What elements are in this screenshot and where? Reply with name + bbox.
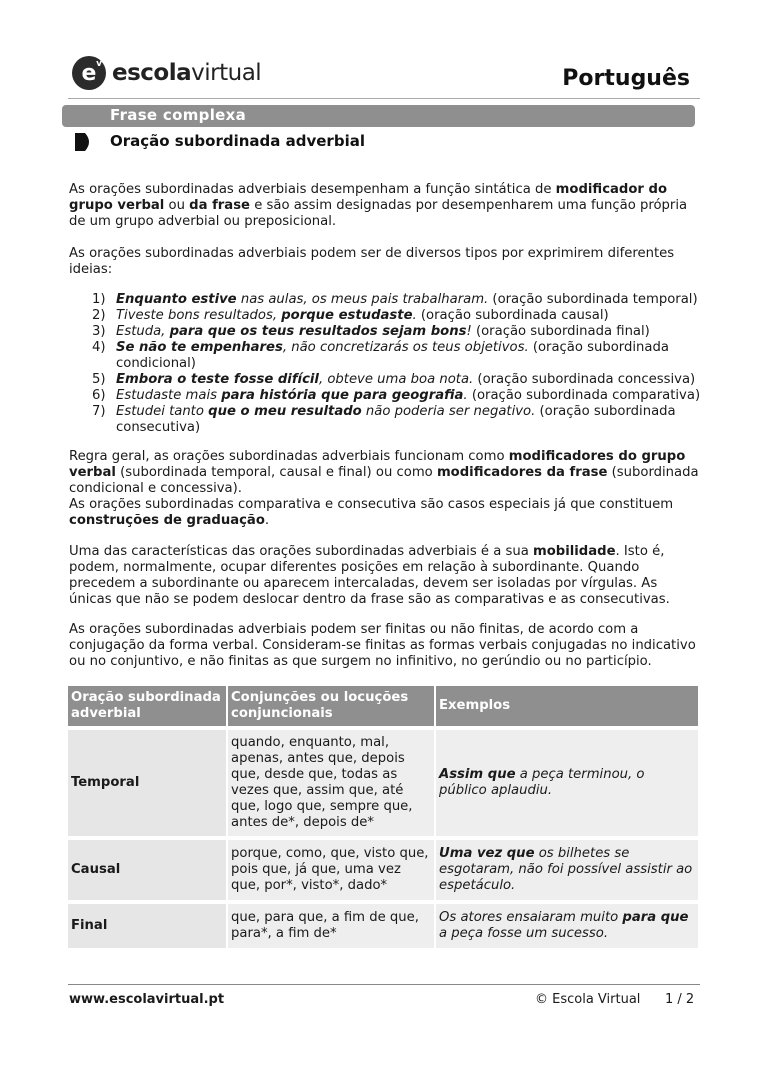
arrow-right-icon	[73, 131, 95, 153]
list-item: 6) Estudaste mais para história que para geografia. (oração subordinada comparativa)	[92, 388, 701, 403]
section-subtitle: Oração subordinada adverbial	[110, 132, 365, 150]
example-cell: Uma vez que os bilhetes se esgotaram, não foi possível assistir ao espetáculo.	[436, 840, 698, 900]
example-cell: Assim que a peça terminou, o público aplaudiu.	[436, 730, 698, 836]
footer-url[interactable]: www.escolavirtual.pt	[69, 992, 225, 1007]
table-row	[68, 904, 698, 948]
conjunctions-cell: quando, enquanto, mal, apenas, antes que, depois que, desde que, todas as vezes que, assim que, até que, logo que, sempre que, antes de*, depois de*	[228, 730, 434, 836]
row-label: Final	[68, 904, 226, 948]
finite-paragraph: As orações subordinadas adverbiais podem ser finitas ou não finitas, de acordo com a conjugação da forma verbal. Consideram-se finitas as formas verbais conjugadas no indicativo ou no conjuntivo, e não finitas as que surgem no infinitivo, no gerúndio ou no particípio.	[69, 622, 696, 669]
list-item: 1) Enquanto estive nas aulas, os meus pais trabalharam. (oração subordinada temporal)	[92, 292, 698, 307]
mobility-paragraph: Uma das características das orações subordinadas adverbiais é a sua mobilidade. Isto é, podem, normalmente, ocupar diferentes posições em relação à subordinante. Quando precedem a subordinante ou aparecem intercaladas, devem ser isoladas por vírgulas. As únicas que não se podem deslocar dentro da frase são as comparativas e as consecutivas.	[69, 544, 670, 607]
conjunctions-cell: porque, como, que, visto que, pois que, já que, uma vez que, por*, visto*, dado*	[228, 840, 434, 900]
logo-mark-icon: e $^v$	[72, 56, 106, 90]
logo	[72, 56, 261, 90]
page-number: 1 / 2	[665, 992, 695, 1007]
list-item: 7) Estudei tanto que o meu resultado não poderia ser negativo. (oração subordinada consecutiva)	[92, 404, 676, 435]
subject-title: Português	[562, 66, 690, 91]
table-row	[68, 840, 698, 900]
conjunctions-cell: que, para que, a fim de que, para*, a fim de*	[228, 904, 434, 948]
example-cell: Os atores ensaiaram muito para que a peça fosse um sucesso.	[436, 904, 698, 948]
footer-divider	[68, 984, 700, 985]
conjunctions-table	[66, 686, 700, 948]
list-item: 4) Se não te empenhares, não concretizarás os teus objetivos. (oração subordinada condicional)	[92, 340, 669, 371]
table-header-row	[68, 686, 698, 726]
row-label: Causal	[68, 840, 226, 900]
logo-text: escolavirtual	[112, 60, 262, 86]
header-divider	[68, 98, 700, 99]
table-header: Oração subordinada adverbial	[68, 686, 226, 726]
list-item: 5) Embora o teste fosse difícil, obteve uma boa nota. (oração subordinada concessiva)	[92, 372, 696, 387]
list-item: 3) Estuda, para que os teus resultados sejam bons! (oração subordinada final)	[92, 324, 650, 339]
row-label: Temporal	[68, 730, 226, 836]
table-row	[68, 730, 698, 836]
footer-copyright: © Escola Virtual	[535, 992, 641, 1007]
types-paragraph: As orações subordinadas adverbiais podem ser de diversos tipos por exprimirem diferentes ideias:	[69, 246, 675, 277]
section-title: Frase complexa	[110, 106, 247, 124]
table-header: Exemplos	[436, 686, 698, 726]
table-header: Conjunções ou locuções conjuncionais	[228, 686, 434, 726]
intro-paragraph: As orações subordinadas adverbiais desempenham a função sintática de modificador do grupo verbal ou da frase e são assim designadas por desempenharem uma função própria de um grupo adverbial ou preposicional.	[69, 182, 688, 229]
list-item: 2) Tiveste bons resultados, porque estudaste. (oração subordinada causal)	[92, 308, 609, 323]
general-rule-paragraph: Regra geral, as orações subordinadas adverbiais funcionam como modificadores do grupo verbal (subordinada temporal, causal e final) ou como modificadores da frase (subordinada condicional e concessiva). As orações subordinadas comparativa e consecutiva são casos especiais já que constituem construções de graduação.	[69, 449, 699, 528]
